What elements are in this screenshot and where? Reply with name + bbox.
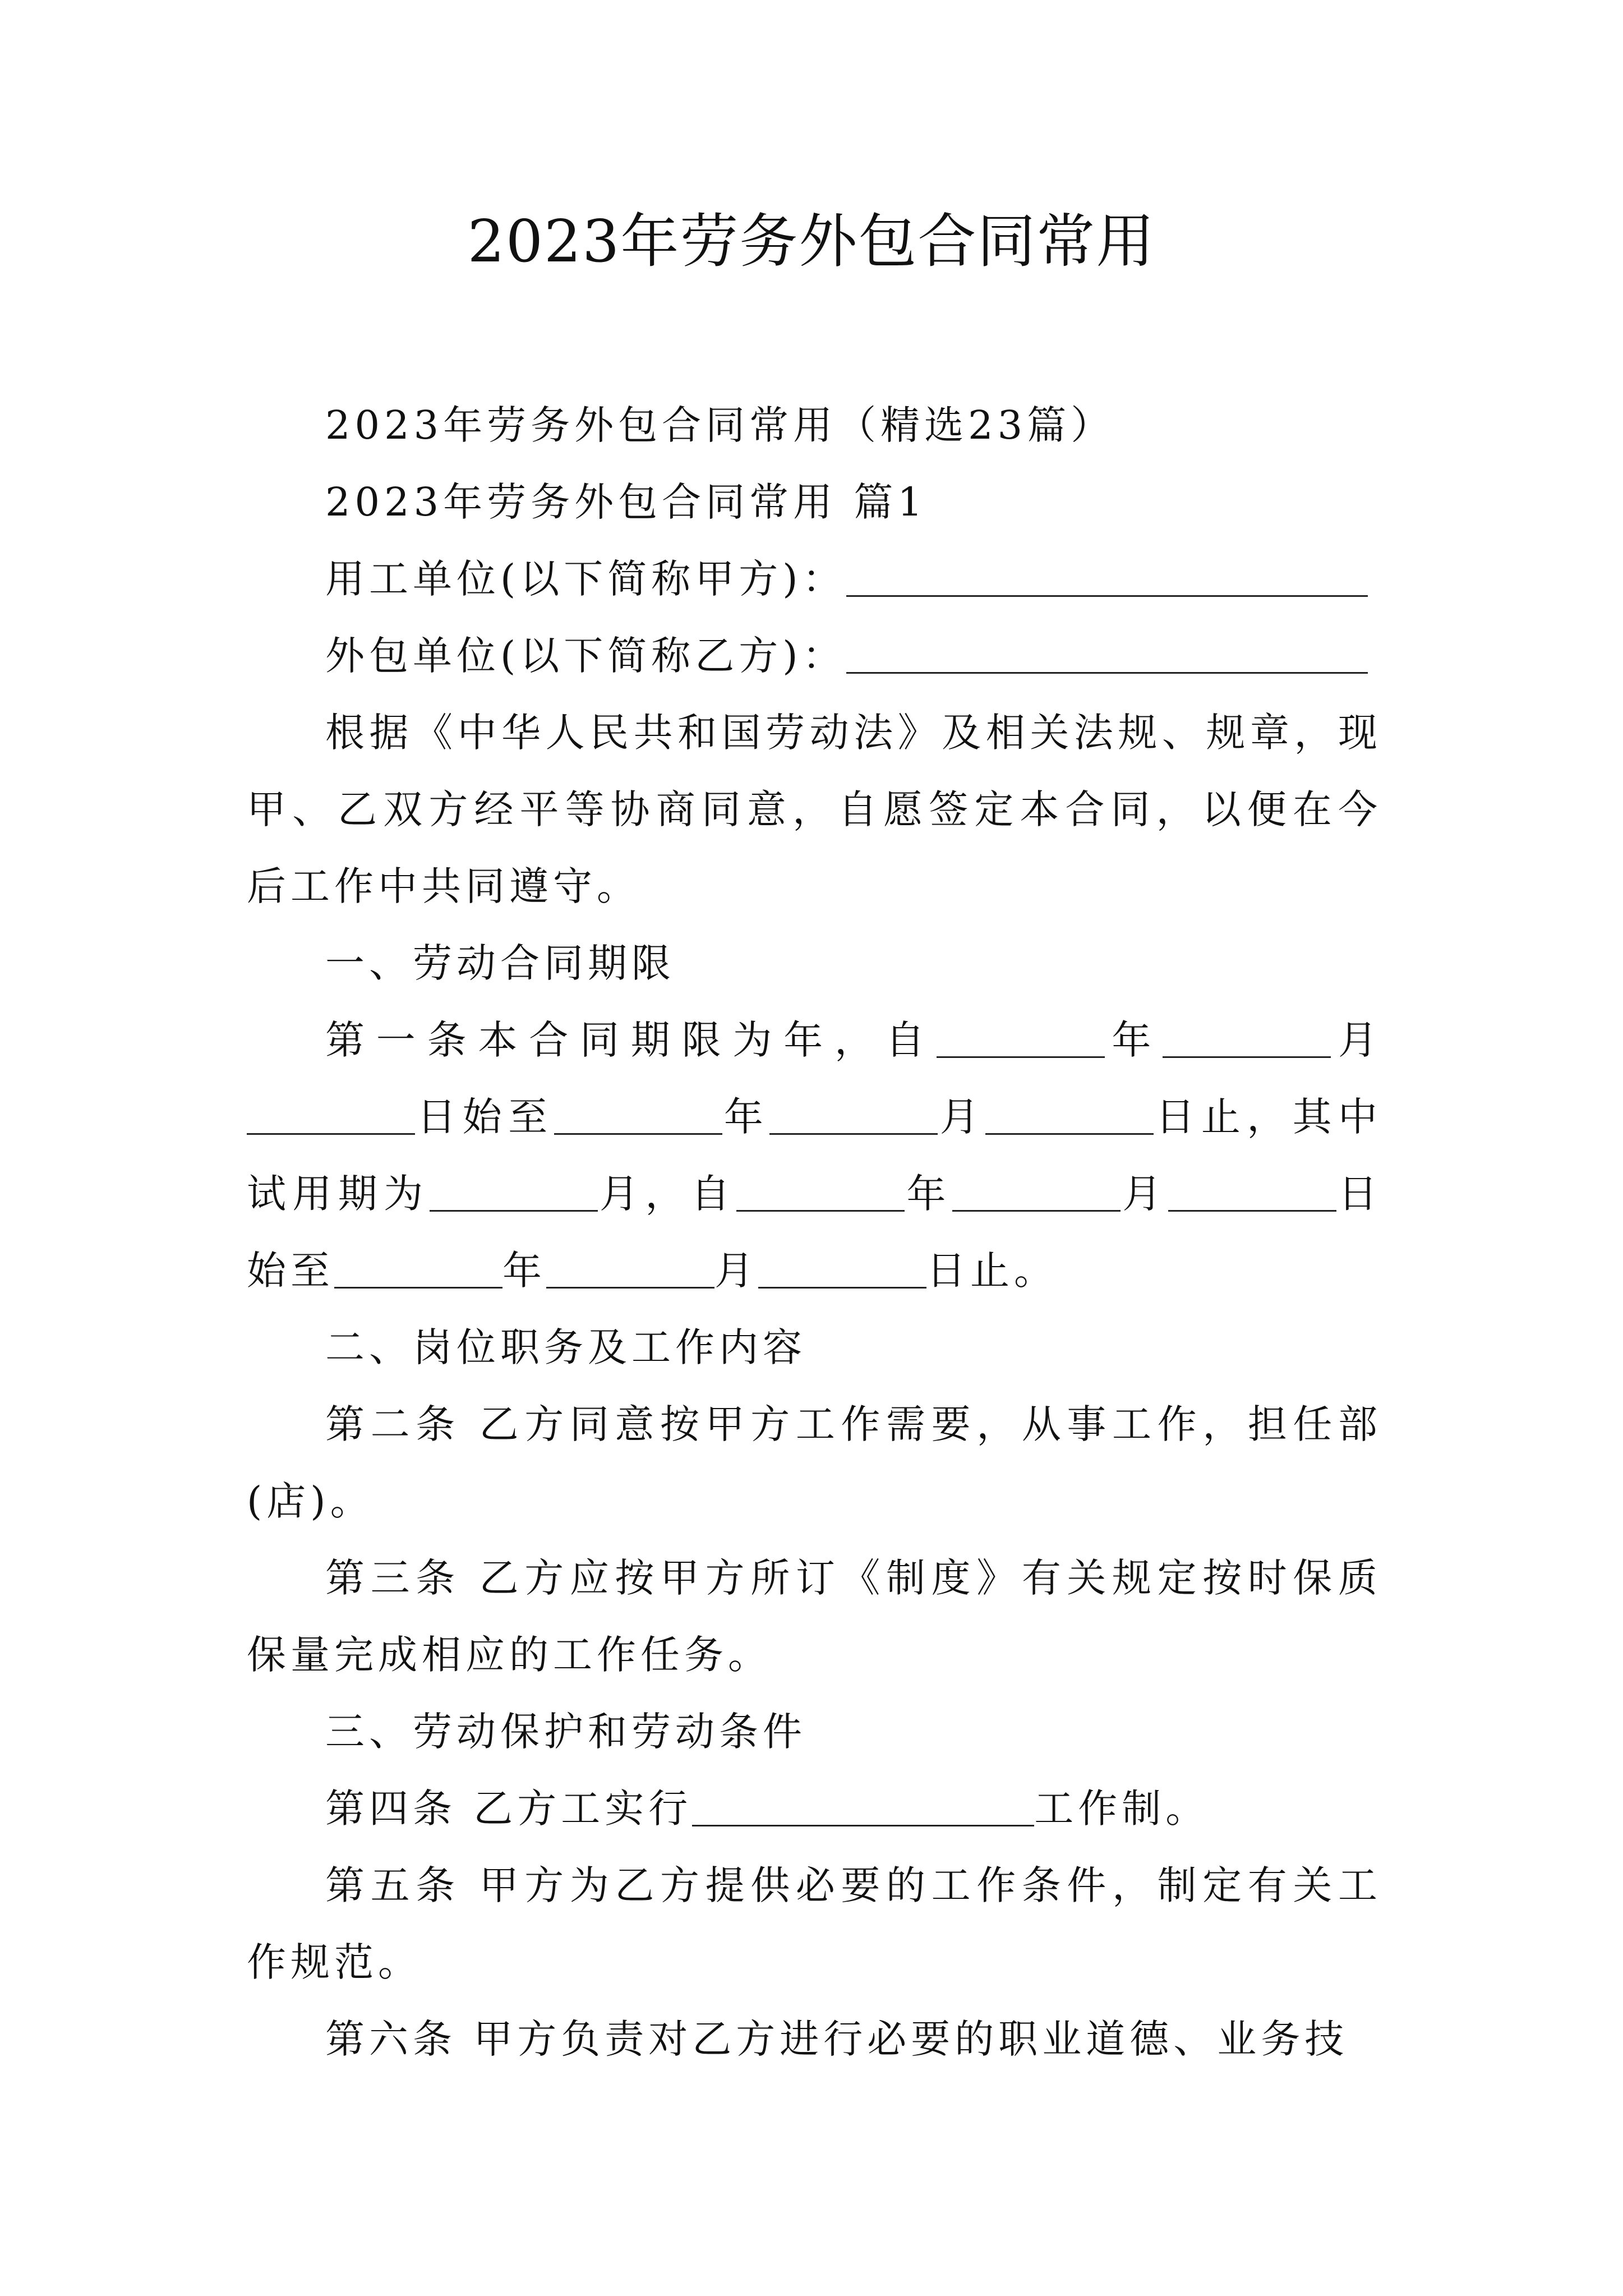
blank	[430, 1169, 598, 1212]
blank	[937, 1015, 1105, 1059]
blank	[1163, 1015, 1331, 1059]
article-1-text: 月	[714, 1248, 758, 1294]
article-1-text: 年	[502, 1248, 546, 1294]
article-1-text: 日止，其中试用期为	[247, 1094, 1382, 1217]
chapter-heading: 2023年劳务外包合同常用 篇1	[325, 479, 927, 525]
article-5: 第五条 甲方为乙方提供必要的工作条件，制定有关工作规范。	[247, 1862, 1382, 1985]
blank	[1168, 1169, 1336, 1212]
article-6: 第六条 甲方负责对乙方进行必要的职业道德、业务技	[325, 2016, 1349, 2062]
document-title: 2023年劳务外包合同常用	[467, 207, 1156, 275]
article-4-text: 工作制。	[1034, 1786, 1210, 1832]
party-b-blank	[846, 631, 1368, 674]
article-1-text: 日始至	[415, 1094, 554, 1140]
section-heading-1: 一、劳动合同期限	[325, 940, 675, 986]
blank	[546, 1246, 714, 1289]
party-a-label: 用工单位(以下简称甲方)：	[325, 556, 846, 602]
article-1-text: 日止。	[926, 1248, 1058, 1294]
article-4	[247, 1770, 1382, 1847]
article-1-text: 月，自	[597, 1171, 737, 1217]
article-3: 第三条 乙方应按甲方所订《制度》有关规定按时保质保量完成相应的工作任务。	[247, 1555, 1382, 1678]
blank	[554, 1092, 722, 1135]
section-heading-3: 三、劳动保护和劳动条件	[325, 1709, 806, 1755]
blank	[247, 1092, 415, 1135]
blank	[769, 1092, 938, 1135]
article-1-text: 月	[1331, 1017, 1382, 1063]
article-1	[247, 1002, 1382, 1309]
subtitle: 2023年劳务外包合同常用（精选23篇）	[325, 402, 1115, 448]
work-system-blank	[692, 1784, 1034, 1827]
intro-paragraph: 根据《中华人民共和国劳动法》及相关法规、规章，现甲、乙双方经平等协商同意，自愿签定本合同，以便在今后工作中共同遵守。	[247, 710, 1382, 909]
blank	[985, 1092, 1154, 1135]
document-body	[247, 387, 1382, 2078]
article-1-text: 年	[905, 1171, 952, 1217]
blank	[758, 1246, 926, 1289]
party-b-line	[247, 618, 1382, 694]
blank	[952, 1169, 1121, 1212]
party-b-label: 外包单位(以下简称乙方)：	[325, 633, 846, 679]
article-4-text: 第四条 乙方工实行	[325, 1786, 693, 1832]
article-1-text: 年	[1104, 1017, 1163, 1063]
section-heading-2: 二、岗位职务及工作内容	[325, 1324, 806, 1370]
article-1-text: 月	[938, 1094, 986, 1140]
article-2: 第二条 乙方同意按甲方工作需要，从事工作，担任部(店)。	[247, 1401, 1382, 1524]
article-1-text: 年	[722, 1094, 770, 1140]
blank	[736, 1169, 905, 1212]
blank	[334, 1246, 502, 1289]
party-a-line	[247, 541, 1382, 618]
party-a-blank	[846, 554, 1368, 597]
article-1-text: 日始至	[247, 1171, 1382, 1294]
article-1-text: 月	[1120, 1171, 1168, 1217]
article-1-text: 第一条本合同期限为年，自	[325, 1017, 937, 1063]
